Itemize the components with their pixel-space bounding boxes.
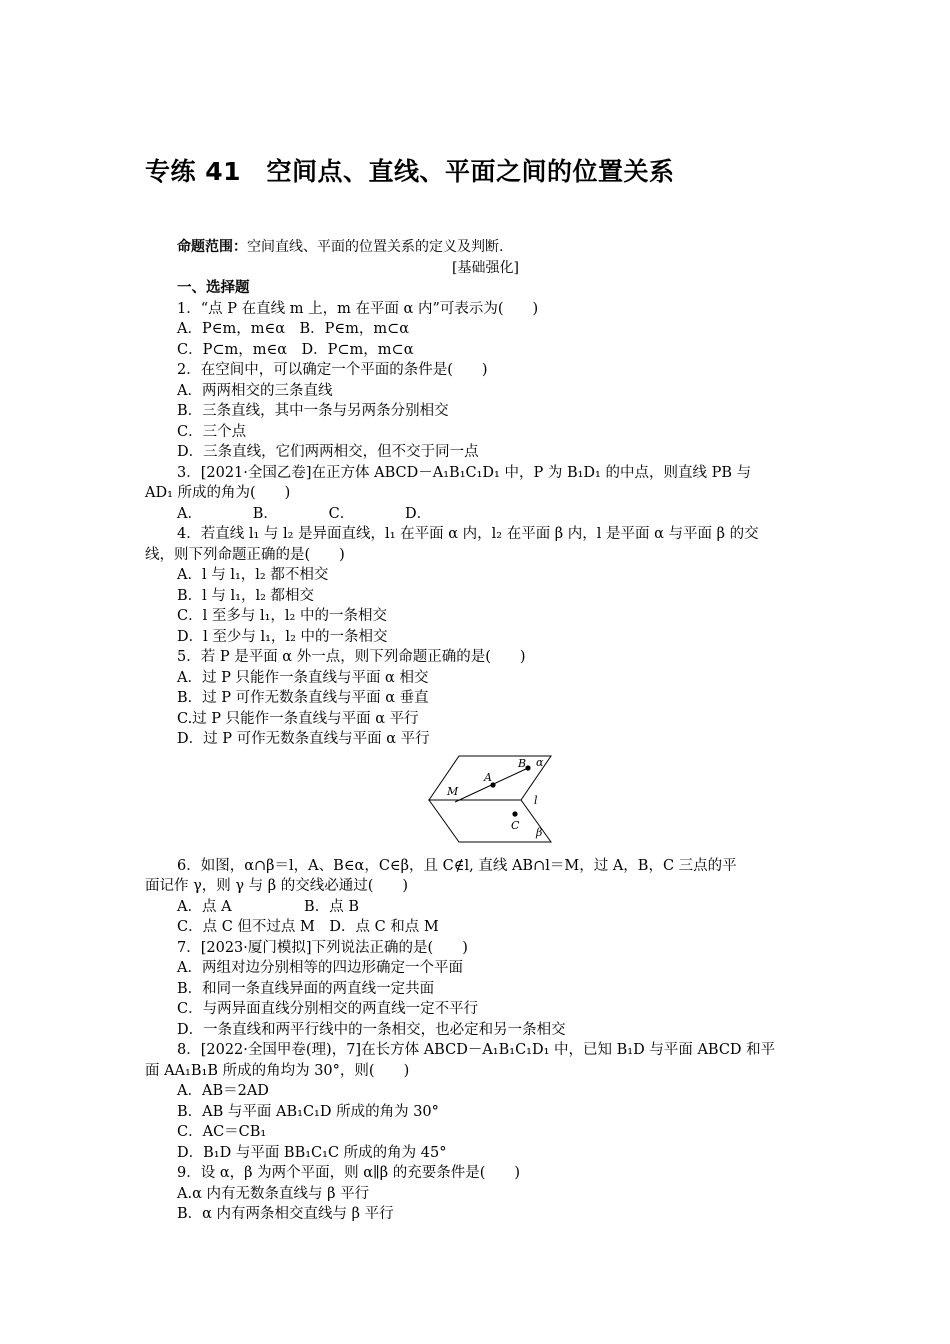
planes-diagram [425,754,555,850]
question-8-stem-line-1: 8．[2022·全国甲卷(理)，7]在长方体 ABCD－A₁B₁C₁D₁ 中，已知 B₁D 与平面 ABCD 和平 [177,1042,776,1058]
question-8-option-b: B．AB 与平面 AB₁C₁D 所成的角为 30° [177,1103,439,1120]
question-1-options-cd: C．P⊂m，m∈α D．P⊂m，m⊂α [177,341,414,358]
question-5-option-b: B．过 P 可作无数条直线与平面 α 垂直 [177,690,429,706]
question-7-option-d: D．一条直线和两平行线中的一条相交，也必定和另一条相交 [177,1021,566,1038]
label-b: B [518,756,527,770]
question-6-stem-line-2: 面记作 γ，则 γ 与 β 的交线必通过( ) [145,878,409,894]
label-beta: β [536,825,543,839]
question-8-option-a: A．AB＝2AD [177,1083,269,1099]
question-5-option-c: C.过 P 只能作一条直线与平面 α 平行 [177,710,419,727]
question-3-stem-line-2: AD₁ 所成的角为( ) [145,485,291,501]
question-4-option-a: A．l 与 l₁，l₂ 都不相交 [177,567,329,583]
question-7-option-c: C．与两异面直线分别相交的两直线一定不平行 [177,1001,479,1017]
label-c: C [511,818,520,832]
question-9-option-a: A.α 内有无数条直线与 β 平行 [177,1185,370,1202]
point-c [512,811,517,816]
question-7-option-b: B．和同一条直线异面的两直线一定共面 [177,980,435,997]
topic-scope-text: 空间直线、平面的位置关系的定义及判断. [247,239,504,255]
topic-scope-label: 命题范围： [177,239,247,255]
question-2-option-b: B．三条直线，其中一条与另两条分别相交 [177,403,449,419]
page-title: 专练 41 空间点、直线、平面之间的位置关系 [145,157,675,186]
label-a: A [484,770,492,784]
plane-beta-outline [429,800,551,842]
question-2-option-a: A．两两相交的三条直线 [177,382,333,399]
planes-figure [145,754,810,850]
question-3-options: A． B． C． D． [177,505,432,522]
topic-scope [177,237,503,257]
question-8-stem-line-2: 面 AA₁B₁B 所成的角均为 30°，则( ) [145,1062,410,1079]
question-5-stem: 5．若 P 是平面 α 外一点，则下列命题正确的是( ) [177,649,526,665]
question-3-stem-line-1: 3．[2021·全国乙卷]在正方体 ABCD－A₁B₁C₁D₁ 中，P 为 B₁D₁ 的中点，则直线 PB 与 [177,464,752,481]
point-b [525,765,530,770]
label-alpha: α [536,755,544,769]
question-6-stem-line-1: 6．如图，α∩β＝l，A、B∈α，C∈β，且 C∉l, 直线 AB∩l＝M，过 A，B，C 三点的平 [177,857,737,874]
question-6-options-ab: A．点 A B．点 B [177,898,359,915]
question-7-stem: 7．[2023·厦门模拟]下列说法正确的是( ) [177,939,468,956]
question-7-option-a: A．两组对边分别相等的四边形确定一个平面 [177,960,463,976]
question-2-option-d: D．三条直线，它们两两相交，但不交于同一点 [177,444,479,460]
question-9-stem: 9．设 α，β 为两个平面，则 α∥β 的充要条件是( ) [177,1165,521,1181]
section-heading: 一、选择题 [177,280,250,296]
question-5-option-a: A．过 P 只能作一条直线与平面 α 相交 [177,669,429,686]
label-l: l [534,793,538,807]
question-1-options-ab: A．P∈m，m∈α B．P∈m，m⊂α [177,321,410,337]
question-4-option-c: C．l 至多与 l₁，l₂ 中的一条相交 [177,608,387,624]
question-list [145,278,810,1225]
question-9-option-b: B．α 内有两条相交直线与 β 平行 [177,1206,394,1222]
question-6-options-cd: C．点 C 但不过点 M D．点 C 和点 M [177,919,439,935]
difficulty-level: [基础强化] [452,260,519,276]
question-1-stem: 1．“点 P 在直线 m 上，m 在平面 α 内”可表示为( ) [177,300,539,317]
label-m: M [447,784,459,798]
question-2-option-c: C．三个点 [177,423,247,440]
question-5-option-d: D．过 P 可作无数条直线与平面 α 平行 [177,731,430,747]
question-8-option-d: D．B₁D 与平面 BB₁C₁C 所成的角为 45° [177,1144,447,1161]
question-2-stem: 2．在空间中，可以确定一个平面的条件是( ) [177,362,488,378]
question-4-stem-line-1: 4．若直线 l₁ 与 l₂ 是异面直线，l₁ 在平面 α 内，l₂ 在平面 β 内，l 是平面 α 与平面 β 的交 [177,526,759,542]
question-4-option-d: D．l 至少与 l₁，l₂ 中的一条相交 [177,628,388,645]
question-4-option-b: B．l 与 l₁，l₂ 都相交 [177,587,315,604]
question-8-option-c: C．AC＝CB₁ [177,1124,267,1140]
question-4-stem-line-2: 线，则下列命题正确的是( ) [145,546,345,563]
